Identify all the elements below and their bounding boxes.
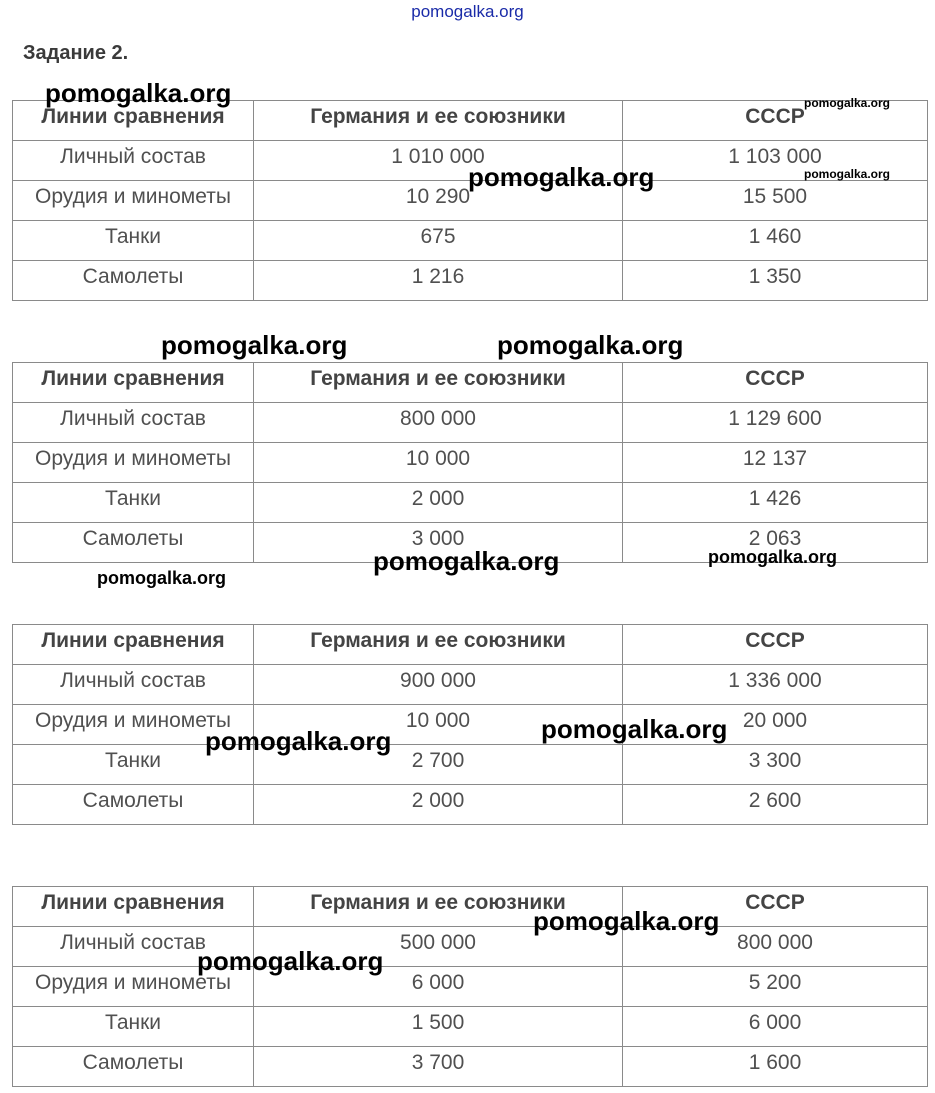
column-header: СССР <box>623 625 928 665</box>
table-row <box>13 483 928 523</box>
task-title: Задание 2. <box>23 42 129 64</box>
column-header: Линии сравнения <box>13 625 254 665</box>
watermark: pomogalka.org <box>497 330 684 360</box>
ussr-value: 800 000 <box>623 927 928 967</box>
ussr-value: 1 129 600 <box>623 403 928 443</box>
comparison-table-1 <box>12 100 928 301</box>
ussr-value: 12 137 <box>623 443 928 483</box>
germany-value: 2 700 <box>254 745 623 785</box>
table-row <box>13 221 928 261</box>
table-row <box>13 705 928 745</box>
row-label: Самолеты <box>13 261 254 301</box>
germany-value: 1 500 <box>254 1007 623 1047</box>
germany-value: 2 000 <box>254 785 623 825</box>
ussr-value: 1 350 <box>623 261 928 301</box>
ussr-value: 1 426 <box>623 483 928 523</box>
watermark: pomogalka.org <box>97 568 227 588</box>
ussr-value: 1 600 <box>623 1047 928 1087</box>
table-row <box>13 745 928 785</box>
table-row <box>13 261 928 301</box>
watermark: pomogalka.org <box>205 726 392 756</box>
germany-value: 10 290 <box>254 181 623 221</box>
table-row <box>13 1047 928 1087</box>
table-row <box>13 967 928 1007</box>
germany-value: 10 000 <box>254 705 623 745</box>
ussr-value: 2 600 <box>623 785 928 825</box>
column-header: СССР <box>623 101 928 141</box>
table-row <box>13 665 928 705</box>
ussr-value: 2 063 <box>623 523 928 563</box>
germany-value: 1 216 <box>254 261 623 301</box>
row-label: Самолеты <box>13 785 254 825</box>
table-row <box>13 443 928 483</box>
table-header-row <box>13 887 928 927</box>
column-header: СССР <box>623 363 928 403</box>
ussr-value: 6 000 <box>623 1007 928 1047</box>
row-label: Орудия и минометы <box>13 181 254 221</box>
row-label: Орудия и минометы <box>13 443 254 483</box>
comparison-table-3 <box>12 624 928 825</box>
germany-value: 6 000 <box>254 967 623 1007</box>
column-header: Линии сравнения <box>13 887 254 927</box>
watermark: pomogalka.org <box>161 330 348 360</box>
column-header: Германия и ее союзники <box>254 101 623 141</box>
ussr-value: 20 000 <box>623 705 928 745</box>
row-label: Орудия и минометы <box>13 967 254 1007</box>
table-row <box>13 1007 928 1047</box>
column-header: Линии сравнения <box>13 101 254 141</box>
row-label: Самолеты <box>13 1047 254 1087</box>
table-row <box>13 403 928 443</box>
column-header: Германия и ее союзники <box>254 363 623 403</box>
germany-value: 3 700 <box>254 1047 623 1087</box>
ussr-value: 5 200 <box>623 967 928 1007</box>
site-header-link[interactable]: pomogalka.org <box>411 2 524 21</box>
row-label: Танки <box>13 745 254 785</box>
comparison-table-2 <box>12 362 928 563</box>
germany-value: 2 000 <box>254 483 623 523</box>
ussr-value: 15 500 <box>623 181 928 221</box>
ussr-value: 1 103 000 <box>623 141 928 181</box>
row-label: Танки <box>13 483 254 523</box>
watermark: pomogalka.org <box>45 78 232 108</box>
germany-value: 500 000 <box>254 927 623 967</box>
watermark: pomogalka.org <box>373 546 560 576</box>
germany-value: 1 010 000 <box>254 141 623 181</box>
table-header-row <box>13 625 928 665</box>
watermark: pomogalka.org <box>533 906 720 936</box>
germany-value: 900 000 <box>254 665 623 705</box>
comparison-table-4 <box>12 886 928 1087</box>
column-header: Линии сравнения <box>13 363 254 403</box>
row-label: Орудия и минометы <box>13 705 254 745</box>
watermark: pomogalka.org <box>804 167 891 181</box>
watermark: pomogalka.org <box>708 547 838 567</box>
germany-value: 3 000 <box>254 523 623 563</box>
watermark: pomogalka.org <box>804 96 891 110</box>
germany-value: 800 000 <box>254 403 623 443</box>
column-header: Германия и ее союзники <box>254 887 623 927</box>
column-header: Германия и ее союзники <box>254 625 623 665</box>
row-label: Танки <box>13 1007 254 1047</box>
row-label: Личный состав <box>13 403 254 443</box>
germany-value: 675 <box>254 221 623 261</box>
row-label: Танки <box>13 221 254 261</box>
watermark: pomogalka.org <box>468 162 655 192</box>
table-row <box>13 785 928 825</box>
ussr-value: 3 300 <box>623 745 928 785</box>
row-label: Личный состав <box>13 141 254 181</box>
watermark: pomogalka.org <box>197 946 384 976</box>
row-label: Самолеты <box>13 523 254 563</box>
ussr-value: 1 460 <box>623 221 928 261</box>
watermark: pomogalka.org <box>541 714 728 744</box>
ussr-value: 1 336 000 <box>623 665 928 705</box>
column-header: СССР <box>623 887 928 927</box>
germany-value: 10 000 <box>254 443 623 483</box>
table-row <box>13 927 928 967</box>
row-label: Личный состав <box>13 927 254 967</box>
row-label: Личный состав <box>13 665 254 705</box>
table-header-row <box>13 363 928 403</box>
